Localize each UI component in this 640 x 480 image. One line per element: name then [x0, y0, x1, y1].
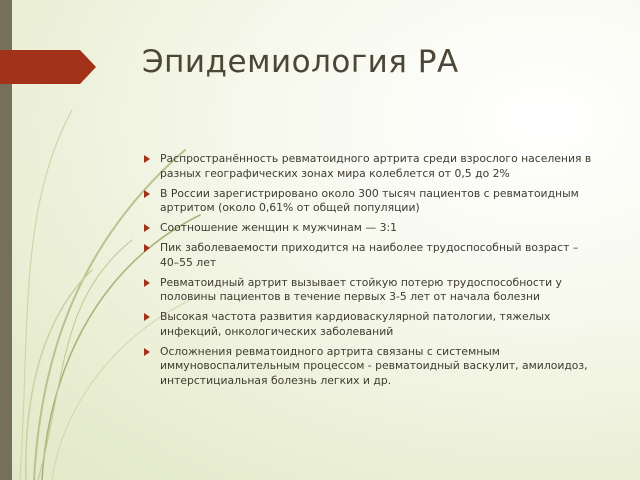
bullet-text: Осложнения ревматоидного артрита связаны с системным иммуновоспалительным процессом - ревматоидный васкулит, амилоидоз, интерстициальная болезнь легких и др.: [160, 344, 588, 387]
bullet-triangle-icon: [144, 279, 150, 287]
list-item: [144, 310, 596, 339]
bullet-list: [144, 152, 596, 394]
list-item: [144, 152, 596, 181]
bullet-triangle-icon: [144, 190, 150, 198]
bullet-text: Пик заболеваемости приходится на наиболее трудоспособный возраст – 40–55 лет: [160, 241, 579, 269]
bullet-text: Ревматоидный артрит вызывает стойкую потерю трудоспособности у половины пациентов в течение первых 3-5 лет от начала болезни: [160, 275, 562, 303]
bullet-text: Соотношение женщин к мужчинам — 3:1: [160, 221, 397, 234]
bullet-triangle-icon: [144, 348, 150, 356]
bullet-triangle-icon: [144, 224, 150, 232]
bullet-text: В России зарегистрировано около 300 тысяч пациентов с ревматоидным артритом (около 0,61% от общей популяции): [160, 186, 579, 214]
list-item: [144, 187, 596, 216]
title-marker-arrow: [0, 50, 96, 84]
bullet-triangle-icon: [144, 313, 150, 321]
bullet-text: Распространённость ревматоидного артрита среди взрослого населения в разных географических зонах мира колеблется от 0,5 до 2%: [160, 152, 592, 180]
list-item: [144, 241, 596, 270]
slide-title: Эпидемиология РА: [142, 44, 459, 80]
list-item: [144, 345, 596, 389]
list-item: [144, 221, 596, 236]
bullet-triangle-icon: [144, 155, 150, 163]
bullet-text: Высокая частота развития кардиоваскулярной патологии, тяжелых инфекций, онкологических заболеваний: [160, 310, 551, 338]
list-item: [144, 276, 596, 305]
bullet-triangle-icon: [144, 244, 150, 252]
